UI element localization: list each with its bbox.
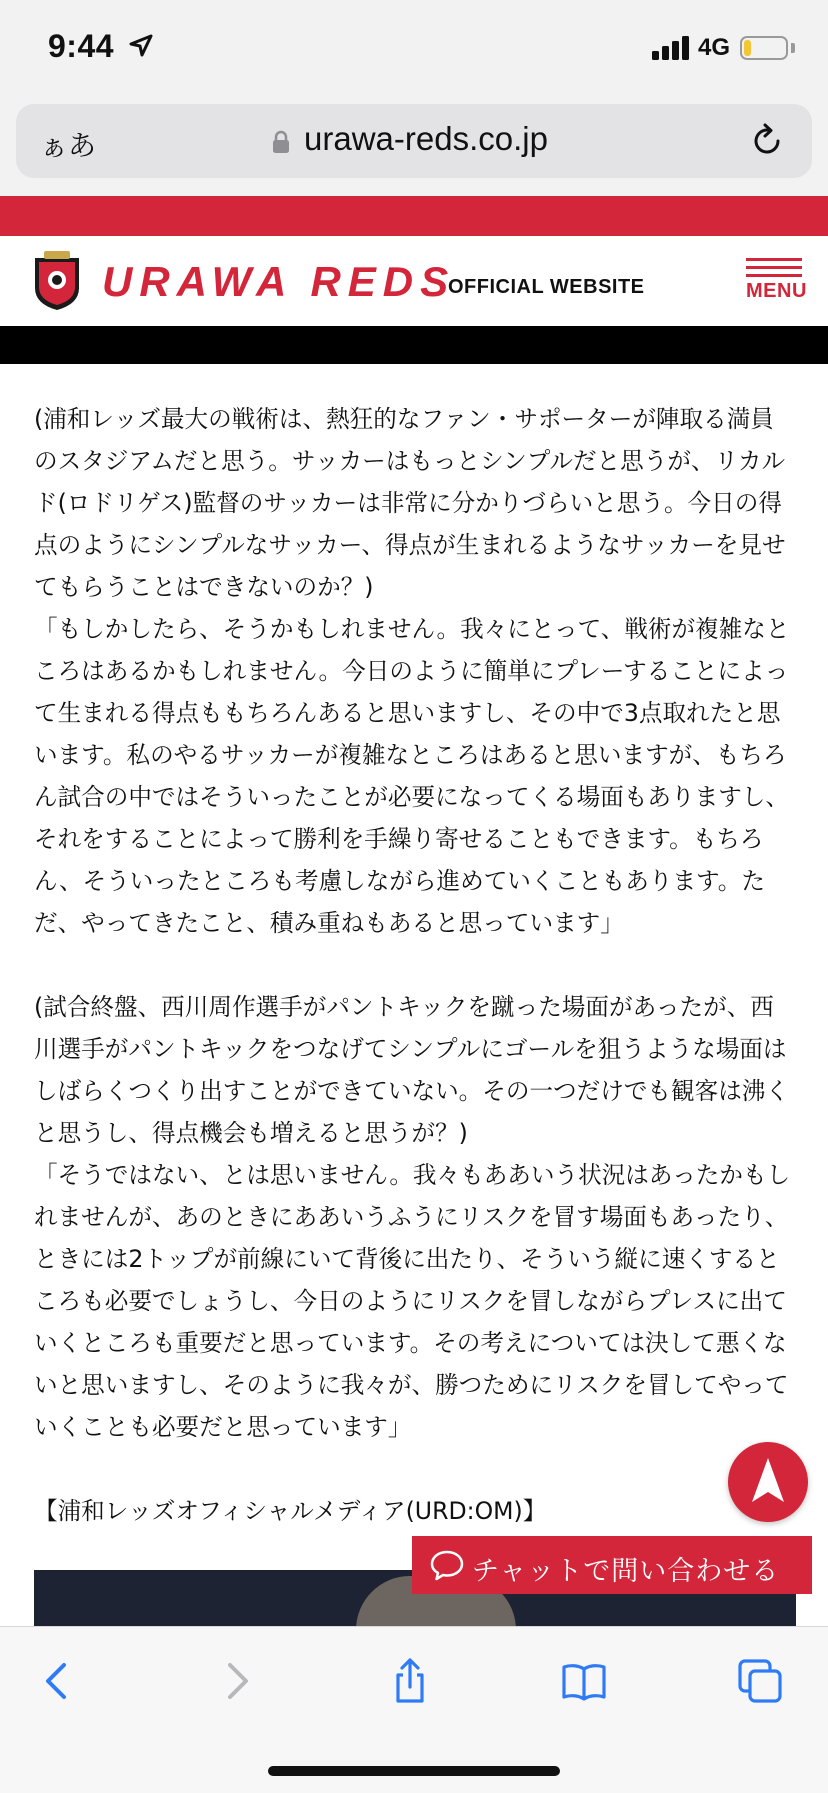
bookmarks-icon[interactable] <box>560 1657 608 1705</box>
signal-strength-icon <box>652 34 692 60</box>
lock-icon <box>272 130 290 154</box>
tabs-icon[interactable] <box>736 1657 784 1705</box>
browser-address-area <box>0 98 828 196</box>
back-icon[interactable] <box>34 1657 82 1705</box>
chat-inquiry-button[interactable] <box>412 1536 812 1594</box>
answer-paragraph: 「もしかしたら、そうかもしれません。我々にとって、戦術が複雑なところはあるかもしれません。今日のように簡単にプレーすることによって生まれる得点ももちろんあると思いますし、その中で3点取れたと思います。私のやるサッカーが複雑なところはあると思いますが、もちろん試合の中ではそういったことが必要になってくる場面もありますし、それをすることによって勝利を手繰り寄せることもできます。もちろん、そういったところも考慮しながら進めていくこともあります。ただ、やってきたこと、積み重ねもあると思っています」 <box>34 615 790 937</box>
brand-name[interactable]: URAWA REDS <box>102 258 456 305</box>
brand-subtitle: OFFICIAL WEBSITE <box>448 276 645 298</box>
question-paragraph: (試合終盤、西川周作選手がパントキックを蹴った場面があったが、西川選手がパントキックをつなげてシンプルにゴールを狙うような場面はしばらくつくり出すことができていない。その一つだけでも観客は沸くと思うし、得点機会も増えると思うが？) <box>34 993 789 1147</box>
address-bar[interactable] <box>16 104 812 178</box>
url-text[interactable]: urawa-reds.co.jp <box>304 120 548 157</box>
home-indicator[interactable] <box>268 1766 560 1776</box>
site-header <box>0 236 828 326</box>
battery-tip <box>791 43 795 53</box>
header-black-band <box>0 326 828 364</box>
arrow-up-icon <box>728 1442 808 1522</box>
reload-icon[interactable] <box>748 122 786 160</box>
reader-options-button[interactable]: ぁあ <box>40 129 97 162</box>
menu-label: MENU <box>746 280 807 302</box>
media-credit: 【浦和レッズオフィシャルメディア(URD:OM)】 <box>34 1497 547 1525</box>
club-crest-logo[interactable] <box>32 250 82 312</box>
chat-label: チャットで問い合わせる <box>472 1556 780 1587</box>
scroll-to-top-button[interactable] <box>728 1442 808 1522</box>
answer-paragraph: 「そうではない、とは思いません。我々もああいう状況はあったかもしれませんが、あのときにああいうふうにリスクを冒す場面もあったり、ときには2トップが前線にいて背後に出たり、そういう縦に速くするところも必要でしょうし、今日のようにリスクを冒しながらプレスに出ていくところも重要だと思っています。その考えについては決して悪くないと思いますし、そのように我々が、勝つためにリスクを冒してやっていくことも必要だと思っています」 <box>34 1161 791 1441</box>
forward-icon[interactable] <box>212 1657 260 1705</box>
chat-bubble-icon <box>430 1549 464 1581</box>
status-time: 9:44 <box>48 28 115 64</box>
share-icon[interactable] <box>386 1657 434 1705</box>
battery-icon <box>740 36 788 60</box>
article-body <box>34 398 796 1532</box>
menu-button[interactable] <box>746 258 807 308</box>
location-arrow-icon <box>128 33 154 59</box>
status-bar <box>0 0 828 98</box>
header-red-band <box>0 196 828 236</box>
question-paragraph: (浦和レッズ最大の戦術は、熱狂的なファン・サポーターが陣取る満員のスタジアムだと思う。サッカーはもっとシンプルだと思うが、リカルド(ロドリゲス)監督のサッカーは非常に分かりづらいと思う。今日の得点のようにシンプルなサッカー、得点が生まれるようなサッカーを見せてもらうことはできないのか？) <box>34 405 786 601</box>
network-type: 4G <box>698 34 731 61</box>
